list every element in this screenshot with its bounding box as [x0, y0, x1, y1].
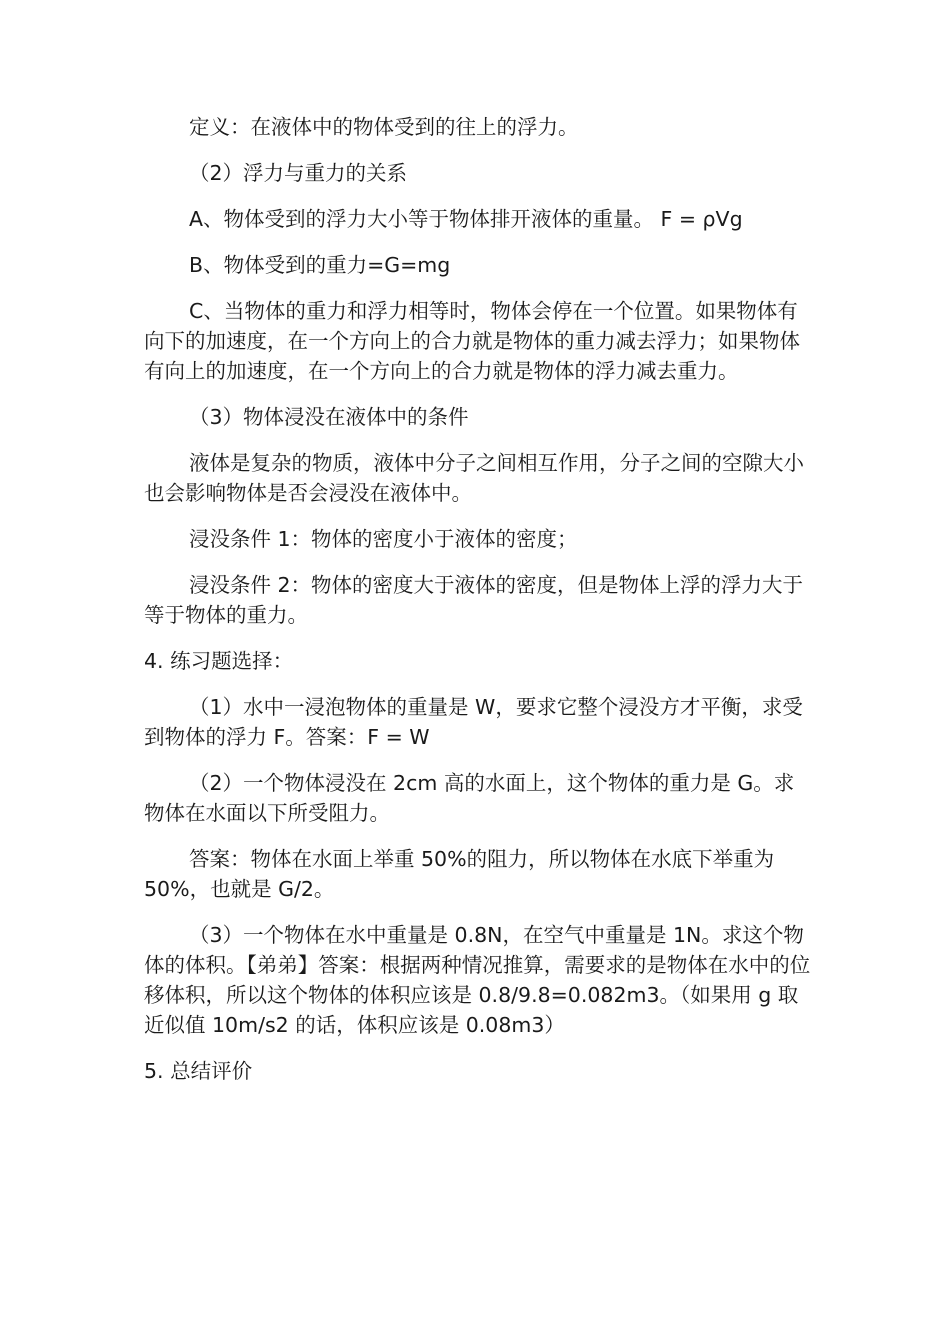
- section-4-heading: 4. 练习题选择：: [144, 649, 294, 673]
- document-page: [144, 112, 812, 1102]
- relation-b-paragraph: B、物体受到的重力=G=mg: [189, 253, 451, 277]
- section-heading-buoyancy-gravity: （2）浮力与重力的关系: [189, 161, 408, 185]
- section-5-heading: 5. 总结评价: [144, 1059, 253, 1083]
- definition-paragraph: 定义：在液体中的物体受到的往上的浮力。: [189, 115, 579, 139]
- section-heading-immersion-conditions: （3）物体浸没在液体中的条件: [189, 405, 469, 429]
- relation-c-paragraph: C、当物体的重力和浮力相等时，物体会停在一个位置。如果物体有向下的加速度，在一个方向上的合力就是物体的重力减去浮力；如果物体有向上的加速度，在一个方向上的合力就是物体的浮力减去重力。: [144, 299, 800, 383]
- exercise-2-answer-paragraph: 答案：物体在水面上举重 50%的阻力，所以物体在水底下举重为 50%，也就是 G/2。: [144, 847, 781, 901]
- exercise-3-paragraph: （3）一个物体在水中重量是 0.8N，在空气中重量是 1N。求这个物体的体积。【弟弟】答案：根据两种情况推算，需要求的是物体在水中的位移体积，所以这个物体的体积应该是 0.8/9.8=0.082m3。（如果用 g 取近似值 10m/s2 的话，体积应该是 0.08m3）: [144, 923, 811, 1037]
- condition-2-paragraph: 浸没条件 2：物体的密度大于液体的密度，但是物体上浮的浮力大于等于物体的重力。: [144, 573, 804, 627]
- liquid-description-paragraph: 液体是复杂的物质，液体中分子之间相互作用，分子之间的空隙大小也会影响物体是否会浸没在液体中。: [144, 451, 804, 505]
- exercise-1-paragraph: （1）水中一浸泡物体的重量是 W，要求它整个浸没方才平衡，求受到物体的浮力 F。答案：F = W: [144, 695, 803, 749]
- exercise-2-paragraph: （2）一个物体浸没在 2cm 高的水面上，这个物体的重力是 G。求物体在水面以下所受阻力。: [144, 771, 795, 825]
- relation-a-paragraph: A、物体受到的浮力大小等于物体排开液体的重量。 F = ρVg: [189, 207, 743, 231]
- condition-1-paragraph: 浸没条件 1：物体的密度小于液体的密度；: [189, 527, 578, 551]
